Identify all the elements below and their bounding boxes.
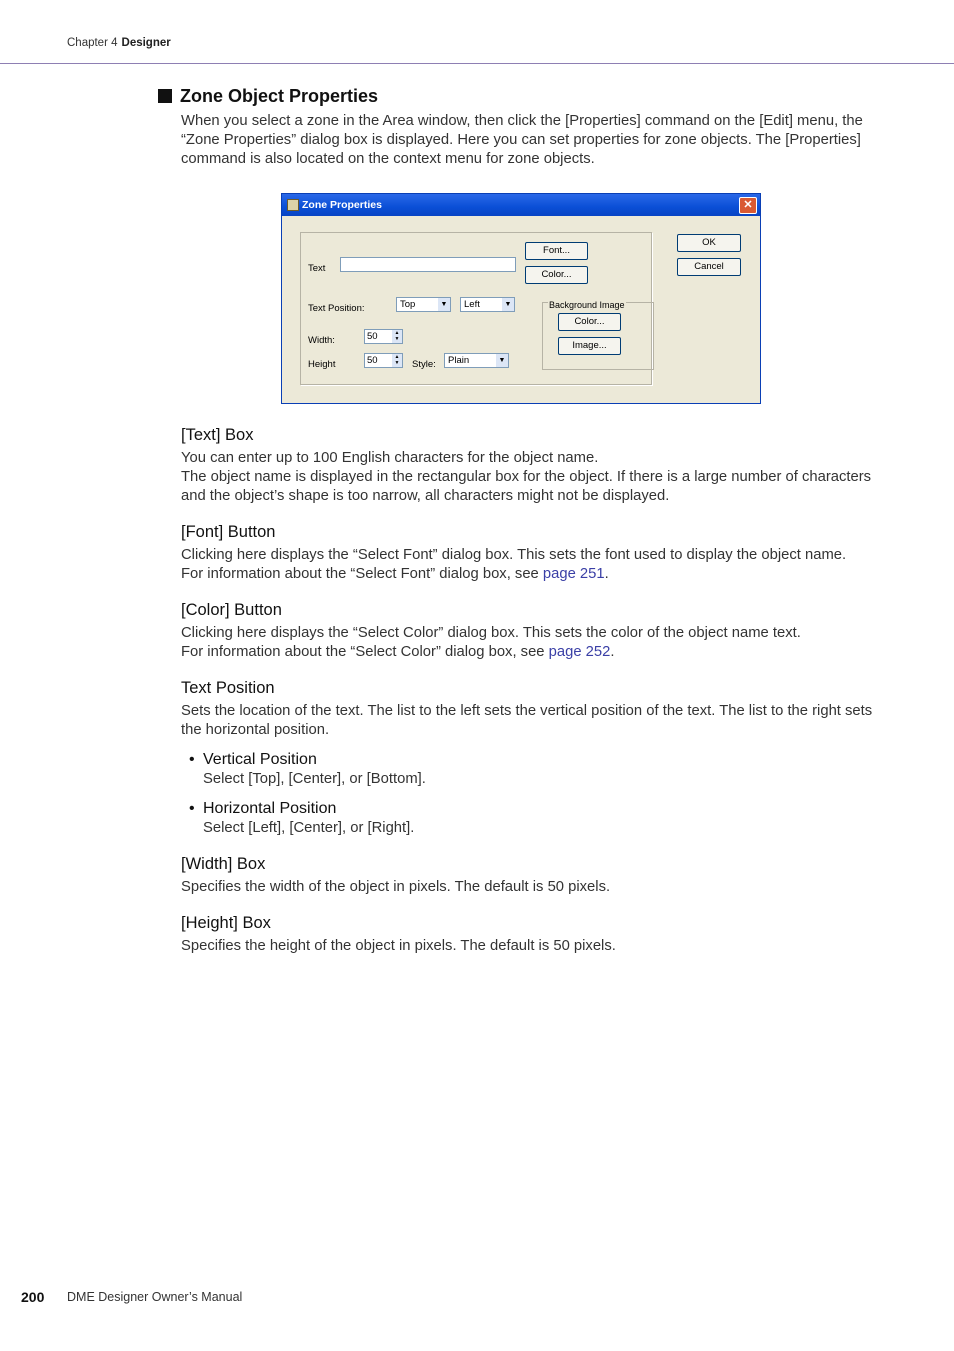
bullet-body: Select [Top], [Center], or [Bottom]. <box>203 771 426 787</box>
chapter-section: Designer <box>121 37 171 49</box>
cancel-button[interactable]: Cancel <box>677 258 741 276</box>
height-box-line1: Specifies the height of the object in pixels. The default is 50 pixels. <box>181 938 616 954</box>
font-button-line2: For information about the “Select Font” dialog box, see page 251. <box>181 566 609 582</box>
color-button-heading: [Color] Button <box>181 601 282 619</box>
color-button-line1: Clicking here displays the “Select Color” dialog box. This sets the color of the object name text. <box>181 625 801 641</box>
text-position-label: Text Position: <box>308 303 365 314</box>
main-content <box>181 112 891 956</box>
chevron-down-icon: ▼ <box>502 298 514 311</box>
vertical-position-select[interactable]: Top ▼ <box>396 297 451 312</box>
background-image-group <box>542 302 654 370</box>
horizontal-position-select[interactable]: Left ▼ <box>460 297 515 312</box>
text-label: Text <box>308 263 326 274</box>
color-button-line2: For information about the “Select Color” dialog box, see page 252. <box>181 644 615 660</box>
dialog-title: Zone Properties <box>302 199 382 211</box>
width-box-line1: Specifies the width of the object in pixels. The default is 50 pixels. <box>181 879 611 895</box>
running-header <box>67 37 171 49</box>
bullet-title: • Vertical Position <box>203 749 891 770</box>
background-image-label: Background Image <box>548 296 626 315</box>
window-icon <box>287 199 299 211</box>
color-button[interactable]: Color... <box>525 266 588 284</box>
font-button-line1: Clicking here displays the “Select Font” dialog box. This sets the font used to display the object name. <box>181 547 847 563</box>
width-stepper[interactable]: 50 ▲ ▼ <box>364 329 403 344</box>
width-label: Width: <box>308 335 335 346</box>
page-252-link[interactable]: page 252 <box>548 644 611 660</box>
page-number: 200 <box>21 1289 45 1305</box>
bullet-title: • Horizontal Position <box>203 798 891 819</box>
height-box-heading: [Height] Box <box>181 914 271 932</box>
style-select[interactable]: Plain ▼ <box>444 353 509 368</box>
intro-paragraph: When you select a zone in the Area window, then click the [Properties] command on the [Edit] menu, the “Zone Properties” dialog box is displayed. Here you can set properties for zone objects. The [Properties] command is also located on the context menu for zone objects. <box>181 113 863 167</box>
font-button[interactable]: Font... <box>525 242 588 260</box>
ok-button[interactable]: OK <box>677 234 741 252</box>
manual-title: DME Designer Owner’s Manual <box>67 1290 243 1304</box>
bg-color-button[interactable]: Color... <box>558 313 621 331</box>
square-bullet-icon <box>158 89 172 103</box>
close-icon[interactable]: ✕ <box>739 197 757 214</box>
section-title: Zone Object Properties <box>158 86 378 107</box>
width-box-heading: [Width] Box <box>181 855 266 873</box>
chevron-down-icon: ▼ <box>496 354 508 367</box>
bullet-vertical-position <box>203 749 891 789</box>
spin-arrows-icon[interactable]: ▲ ▼ <box>392 354 402 367</box>
text-position-line1: Sets the location of the text. The list to the left sets the vertical position of the text. The list to the right sets the horizontal position. <box>181 703 873 738</box>
style-label: Style: <box>412 359 436 370</box>
bullet-body: Select [Left], [Center], or [Right]. <box>203 820 415 836</box>
chapter-label: Chapter 4 <box>67 37 118 49</box>
bg-image-button[interactable]: Image... <box>558 337 621 355</box>
text-box-heading: [Text] Box <box>181 426 254 444</box>
header-rule <box>0 63 954 64</box>
zone-properties-dialog <box>281 193 761 404</box>
dialog-body <box>282 216 760 403</box>
bullet-horizontal-position <box>203 798 891 838</box>
page-251-link[interactable]: page 251 <box>542 566 605 582</box>
chevron-down-icon: ▼ <box>438 298 450 311</box>
text-box-line2: The object name is displayed in the rectangular box for the object. If there is a large number of characters and the object’s shape is too narrow, all characters might not be displayed. <box>181 469 872 504</box>
height-label: Height <box>308 359 336 370</box>
text-input[interactable] <box>340 257 516 272</box>
text-box-line1: You can enter up to 100 English characters for the object name. <box>181 450 599 466</box>
spin-arrows-icon[interactable]: ▲ ▼ <box>392 330 402 343</box>
dialog-titlebar[interactable] <box>282 194 760 216</box>
font-button-heading: [Font] Button <box>181 523 276 541</box>
text-position-heading: Text Position <box>181 679 275 697</box>
height-stepper[interactable]: 50 ▲ ▼ <box>364 353 403 368</box>
